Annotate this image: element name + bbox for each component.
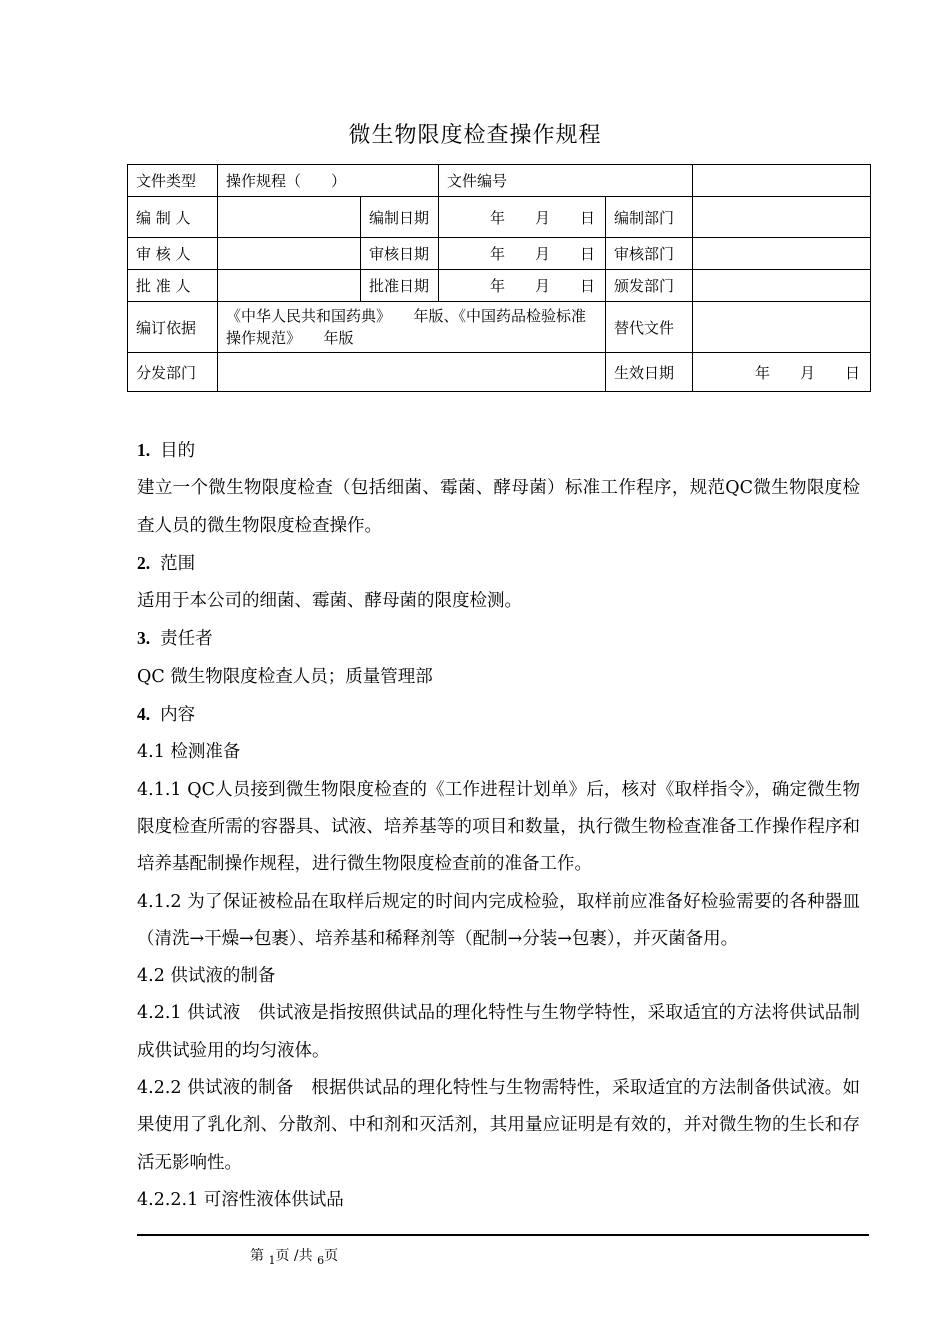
day-label: 日 (580, 208, 596, 227)
subsection-heading: 4.1 检测准备 (137, 742, 241, 763)
subsection-heading: 4.2.2.1 可溶性液体供试品 (137, 1189, 344, 1210)
author-dept-label: 编制部门 (606, 197, 693, 238)
table-row (128, 238, 871, 270)
document-body (137, 432, 860, 1219)
issue-dept-label: 颁发部门 (606, 270, 693, 302)
section-number: 1. (137, 440, 151, 460)
page-number (250, 1245, 338, 1267)
doc-type-value: 操作规程（ ） (218, 165, 439, 197)
footer-divider (137, 1234, 869, 1236)
effective-date-value (693, 353, 871, 392)
author-label: 编 制 人 (128, 197, 218, 238)
section-heading (137, 696, 860, 734)
paragraph: 适用于本公司的细菌、霉菌、酵母菌的限度检测。 (137, 591, 522, 612)
reviewer-date-value (439, 238, 606, 270)
month-label: 月 (534, 245, 550, 263)
section-heading (137, 545, 860, 583)
document-info-table (127, 164, 871, 392)
current-page: 1 (268, 1253, 276, 1267)
day-label: 日 (580, 245, 596, 263)
page-label-close: 页 (275, 1248, 290, 1264)
paragraph: 4.1.1 QC人员接到微生物限度检查的《工作进程计划单》后，核对《取样指令》，确定微生物限度检查所需的容器具、试液、培养基等的项目和数量，执行微生物检查准备工作操作程序和培养基配制操作规程，进行微生物限度检查前的准备工作。 (137, 779, 860, 875)
total-label-open: 共 (298, 1248, 313, 1264)
year-label: 年 (489, 277, 505, 295)
issue-dept-value (693, 270, 871, 302)
distrib-value (218, 353, 606, 392)
reviewer-date-label: 审核日期 (361, 238, 439, 270)
page-separator: / (293, 1248, 299, 1264)
page-label-open: 第 (250, 1248, 264, 1264)
table-row (128, 197, 871, 238)
table-row (128, 302, 871, 353)
paragraph: QC 微生物限度检查人员；质量管理部 (137, 666, 433, 687)
author-date-value (439, 197, 606, 238)
basis-value: 《中华人民共和国药典》 年版、《中国药品检验标准操作规范》 年版 (218, 302, 606, 353)
doc-no-value (693, 165, 871, 197)
total-label-close: 页 (324, 1248, 339, 1264)
reviewer-label: 审 核 人 (128, 238, 218, 270)
paragraph: 4.1.2 为了保证被检品在取样后规定的时间内完成检验，取样前应准备好检验需要的各种器皿（清洗→干燥→包裹）、培养基和稀释剂等（配制→分装→包裹），并灭菌备用。 (137, 891, 860, 949)
reviewer-value (218, 238, 361, 270)
doc-no-label: 文件编号 (439, 165, 693, 197)
approver-date-label: 批准日期 (361, 270, 439, 302)
table-row (128, 270, 871, 302)
reviewer-dept-value (693, 238, 871, 270)
year-label: 年 (489, 208, 505, 227)
year-label: 年 (489, 245, 505, 263)
subsection-heading: 4.2 供试液的制备 (137, 966, 276, 987)
table-row (128, 353, 871, 392)
section-title: 目的 (160, 441, 196, 461)
section-number: 4. (137, 704, 151, 725)
paragraph: 4.2.1 供试液 供试液是指按照供试品的理化特性与生物学特性，采取适宜的方法将供试品制成供试验用的均匀液体。 (137, 1003, 860, 1061)
year-label: 年 (754, 363, 770, 382)
replace-label: 替代文件 (606, 302, 693, 353)
distrib-label: 分发部门 (128, 353, 218, 392)
author-value (218, 197, 361, 238)
month-label: 月 (800, 363, 816, 382)
month-label: 月 (534, 208, 550, 227)
author-dept-value (693, 197, 871, 238)
paragraph: 4.2.2 供试液的制备 根据供试品的理化特性与生物需特性，采取适宜的方法制备供试液。如果使用了乳化剂、分散剂、中和剂和灭活剂，其用量应证明是有效的，并对微生物的生长和存活无影响性。 (137, 1078, 860, 1173)
paragraph: 建立一个微生物限度检查（包括细菌、霉菌、酵母菌）标准工作程序，规范QC微生物限度检查人员的微生物限度检查操作。 (137, 478, 860, 536)
section-title: 责任者 (160, 629, 213, 650)
section-title: 范围 (160, 553, 196, 574)
section-number: 3. (137, 628, 151, 649)
section-title: 内容 (160, 705, 196, 726)
basis-label: 编订依据 (128, 302, 218, 353)
month-label: 月 (534, 277, 550, 295)
section-heading (137, 432, 860, 470)
replace-value (693, 302, 871, 353)
day-label: 日 (580, 277, 596, 295)
section-number: 2. (137, 552, 151, 573)
table-row (128, 165, 871, 197)
approver-value (218, 270, 361, 302)
effective-label: 生效日期 (606, 353, 693, 392)
section-heading (137, 620, 860, 658)
day-label: 日 (845, 363, 861, 382)
doc-type-label: 文件类型 (128, 165, 218, 197)
page-title: 微生物限度检查操作规程 (348, 123, 602, 148)
author-date-label: 编制日期 (361, 197, 439, 238)
approver-label: 批 准 人 (128, 270, 218, 302)
total-pages: 6 (317, 1253, 325, 1267)
reviewer-dept-label: 审核部门 (606, 238, 693, 270)
approver-date-value (439, 270, 606, 302)
